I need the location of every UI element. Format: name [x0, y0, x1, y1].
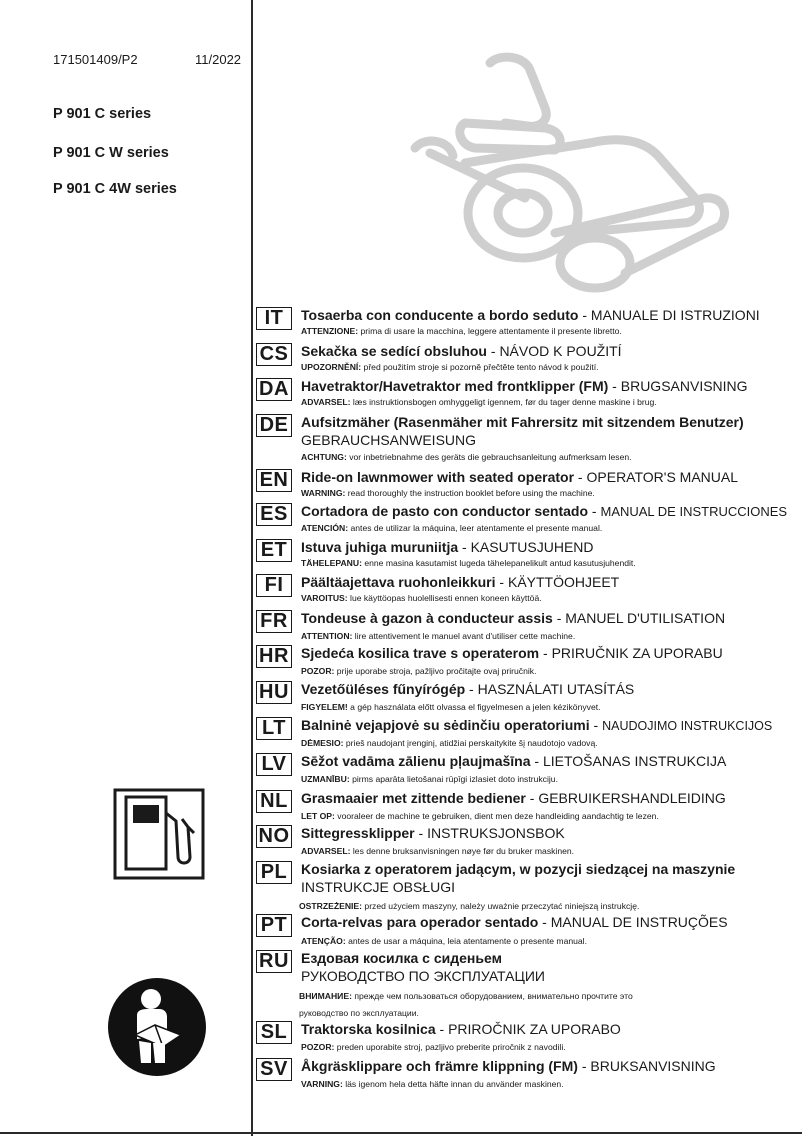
title-dash: -	[465, 681, 478, 697]
warning-label: TÄHELEPANU:	[301, 558, 362, 568]
title: Cortadora de pasto con conductor sentado	[301, 503, 589, 519]
subtitle: MANUALE DI ISTRUZIONI	[590, 307, 760, 323]
warning-text: prije uporabe stroja, pažljivo pročitajte ovaj priručnik.	[334, 666, 537, 676]
warning-label: WARNING:	[301, 488, 346, 498]
title: Balninė vejapjovė su sėdinčiu operatoriumi	[301, 717, 590, 733]
subtitle: РУКОВОДСТВО ПО ЭКСПЛУАТАЦИИ	[301, 968, 545, 984]
warning-text: preden uporabite stroj, pazljivo preberite priročnik z navodili.	[334, 1042, 566, 1052]
warning-text: read thoroughly the instruction booklet before using the machine.	[345, 488, 595, 498]
warning-text: les denne bruksanvisningen nøye før du bruker maskinen.	[350, 846, 575, 856]
warning-label: POZOR:	[301, 666, 335, 676]
title-dash: -	[530, 753, 543, 769]
title: Sittegressklipper	[301, 825, 415, 841]
warning-text: prima di usare la macchina, leggere attentamente il presente libretto.	[358, 326, 622, 336]
title-dash: -	[458, 539, 471, 555]
subtitle: MANUEL D'UTILISATION	[565, 610, 726, 626]
subtitle: KASUTUSJUHEND	[470, 539, 594, 555]
subtitle: LIETOŠANAS INSTRUKCIJA	[542, 753, 727, 769]
warning-text: прежде чем пользоваться оборудованием, внимательно прочтите это	[351, 991, 633, 1001]
warning-text: vooraleer de machine te gebruiken, dient men deze handleiding aandachtig te lezen.	[334, 811, 659, 821]
title: Corta-relvas para operador sentado	[301, 914, 539, 930]
bottom-divider	[0, 1132, 802, 1134]
language-code: LV	[256, 753, 292, 776]
language-code: RU	[256, 950, 292, 973]
warning-text: před použitím stroje si pozorně přečtěte tento návod k použití.	[361, 362, 599, 372]
title: Sēžot vadāma zālienu pļaujmašīna	[301, 753, 531, 769]
title: Tosaerba con conducente a bordo seduto	[301, 307, 579, 323]
language-code: SL	[256, 1021, 292, 1044]
subtitle: INSTRUKCJE OBSŁUGI	[301, 879, 456, 895]
warning-label: LET OP:	[301, 811, 335, 821]
subtitle: OPERATOR'S MANUAL	[586, 469, 739, 485]
read-manual-icon	[107, 977, 207, 1077]
title-dash: -	[574, 469, 587, 485]
language-code: IT	[256, 307, 292, 330]
warning-text: antes de utilizar la máquina, leer atentamente el presente manual.	[348, 523, 603, 533]
language-code: PL	[256, 861, 292, 884]
language-code: ET	[256, 539, 292, 562]
subtitle: BRUKSANVISNING	[590, 1058, 716, 1074]
warning-text: lire attentivement le manuel avant d'utiliser cette machine.	[352, 631, 576, 641]
subtitle: BRUGSANVISNING	[620, 378, 748, 394]
language-code: NO	[256, 825, 292, 848]
title-dash: -	[435, 1021, 449, 1037]
warning-text: pirms aparāta lietošanai rūpīgi izlasiet doto instrukciju.	[349, 774, 558, 784]
title-dash: -	[414, 825, 428, 841]
language-code: CS	[256, 343, 292, 366]
warning-text: antes de usar a máquina, leia atentamente o presente manual.	[345, 936, 587, 946]
language-code: EN	[256, 469, 292, 492]
warning-label: ACHTUNG:	[301, 452, 347, 462]
warning-label: ADVARSEL:	[301, 846, 351, 856]
warning-label: VARNING:	[301, 1079, 343, 1089]
warning-label: VAROITUS:	[301, 593, 348, 603]
series-label: P 901 C W series	[53, 145, 169, 161]
title: Tondeuse à gazon à conducteur assis	[301, 610, 553, 626]
subtitle: GEBRUIKERSHANDLEIDING	[538, 790, 726, 806]
title: Traktorska kosilnica	[301, 1021, 436, 1037]
warning-text: läs igenom hela detta häfte innan du använder maskinen.	[342, 1079, 564, 1089]
title-dash: -	[578, 307, 591, 323]
series-label: P 901 C series	[53, 106, 152, 122]
lawnmower-illustration	[405, 48, 735, 293]
warning-label: UPOZORNĚNÍ:	[301, 362, 362, 372]
document-date: 11/2022	[195, 52, 242, 67]
subtitle: NAUDOJIMO INSTRUKCIJOS	[602, 719, 773, 733]
warning-text-line2: руководство по эксплуатации.	[299, 1008, 419, 1018]
title-dash: -	[525, 790, 539, 806]
language-code: HU	[256, 681, 292, 704]
warning-text: prieš naudojant įrenginį, atidžiai perskaitykite šį naudotojo vadovą.	[343, 738, 598, 748]
warning-label: FIGYELEM!	[301, 702, 348, 712]
title: Ride-on lawnmower with seated operator	[301, 469, 575, 485]
language-code: HR	[256, 645, 292, 668]
warning-label: ADVARSEL:	[301, 397, 351, 407]
title-dash: -	[495, 574, 508, 590]
document-code: 171501409/P2	[53, 52, 138, 67]
title-dash: -	[552, 610, 566, 626]
warning-label: ATENCIÓN:	[301, 523, 349, 533]
fuel-pump-icon	[112, 787, 206, 881]
subtitle: GEBRAUCHSANWEISUNG	[301, 432, 477, 448]
language-code: PT	[256, 914, 292, 937]
warning-label: ATENÇÃO:	[301, 936, 346, 946]
subtitle: PRIRUČNIK ZA UPORABU	[551, 645, 723, 661]
title: Vezetőüléses fűnyírógép	[301, 681, 466, 697]
warning-text: vor inbetriebnahme des geräts die gebrauchsanleitung aufmerksam lesen.	[346, 452, 632, 462]
subtitle: KÄYTTÖOHJEET	[507, 574, 620, 590]
title: Päältäajettava ruohonleikkuri	[301, 574, 496, 590]
warning-text: læs instruktionsbogen omhyggeligt igennem, før du tager denne maskine i brug.	[350, 397, 657, 407]
language-code: DE	[256, 414, 292, 437]
language-code: SV	[256, 1058, 292, 1081]
warning-label: DĖMESIO:	[301, 738, 344, 748]
warning-label: UZMANĪBU:	[301, 774, 350, 784]
warning-text: enne masina kasutamist lugeda tähelepanelikult antud kasutusjuhendit.	[361, 558, 636, 568]
subtitle: HASZNÁLATI UTASÍTÁS	[477, 681, 635, 697]
series-label: P 901 C 4W series	[53, 181, 177, 197]
warning-text: przed użyciem maszyny, należy uważnie przeczytać niniejszą instrukcję.	[362, 901, 640, 911]
warning-label: ATTENTION:	[301, 631, 353, 641]
language-code: LT	[256, 717, 292, 740]
language-code: NL	[256, 790, 292, 813]
language-code: FR	[256, 610, 292, 633]
language-code: DA	[256, 378, 292, 401]
title: Grasmaaier met zittende bediener	[301, 790, 526, 806]
warning-label: POZOR:	[301, 1042, 335, 1052]
language-code: ES	[256, 503, 292, 526]
title: Aufsitzmäher (Rasenmäher mit Fahrersitz mit sitzendem Benutzer)	[301, 414, 744, 430]
warning-text: a gép használata előtt olvassa el figyelmesen a jelen kézikönyvet.	[347, 702, 601, 712]
title-dash: -	[577, 1058, 591, 1074]
language-code: FI	[256, 574, 292, 597]
subtitle: INSTRUKSJONSBOK	[427, 825, 565, 841]
title-dash: -	[538, 914, 551, 930]
subtitle: MANUAL DE INSTRUCCIONES	[600, 504, 788, 519]
subtitle: MANUAL DE INSTRUÇÕES	[550, 914, 728, 930]
title: Havetraktor/Havetraktor med frontklipper (FM)	[301, 378, 609, 394]
warning-label: OSTRZEŻENIE:	[299, 901, 363, 911]
title-dash: -	[589, 717, 603, 733]
title-dash: -	[539, 645, 552, 661]
vertical-divider	[251, 0, 253, 1136]
warning-label: ВНИМАНИЕ:	[299, 991, 352, 1001]
warning-label: ATTENZIONE:	[301, 326, 359, 336]
warning-text: lue käyttöopas huolellisesti ennen koneen käyttöä.	[347, 593, 542, 603]
title-dash: -	[486, 343, 500, 359]
title-dash: -	[588, 503, 601, 519]
title: Kosiarka z operatorem jadącym, w pozycji siedzącej na maszynie	[301, 861, 736, 877]
title: Sekačka se sedící obsluhou	[301, 343, 487, 359]
subtitle: NÁVOD K POUŽITÍ	[499, 343, 622, 359]
title: Sjedeća kosilica trave s operaterom	[301, 645, 540, 661]
title: Ездовая косилка с сиденьем	[301, 950, 502, 966]
title-dash: -	[608, 378, 621, 394]
subtitle: PRIROČNIK ZA UPORABO	[448, 1021, 621, 1037]
title: Istuva juhiga muruniitja	[301, 539, 459, 555]
title: Åkgräsklippare och främre klippning (FM)	[301, 1058, 578, 1074]
